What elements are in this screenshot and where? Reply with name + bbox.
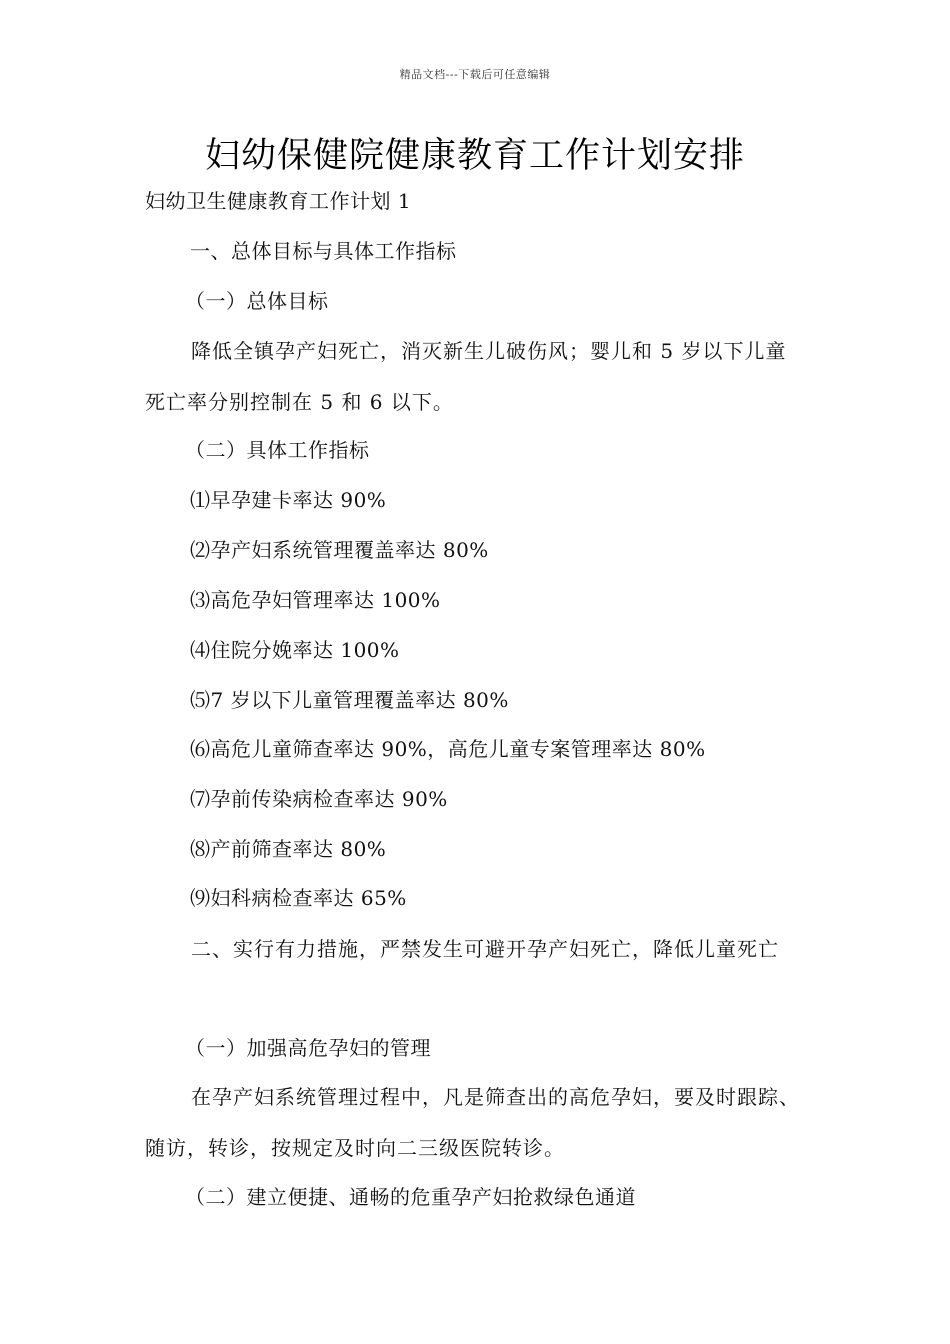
indicator-item: ⑵孕产妇系统管理覆盖率达 80% [190,538,489,562]
header-note: 精品文档---下载后可任意编辑 [399,68,551,81]
indicator-item: ⑴早孕建卡率达 90% [190,488,387,512]
section2-sub1-heading: （一）加强高危孕妇的管理 [185,1036,431,1060]
document-title: 妇幼保健院健康教育工作计划安排 [204,136,745,176]
indicator-item: ⑹高危儿童筛查率达 90%，高危儿童专案管理率达 80% [190,737,706,761]
indicator-item: ⑷住院分娩率达 100% [190,638,400,662]
section2-sub1-paragraph: 在孕产妇系统管理过程中，凡是筛查出的高危孕妇，要及时跟踪、随访，转诊，按规定及时向二三级医院转诊。 [145,1085,800,1160]
indicator-item: ⑶高危孕妇管理率达 100% [190,588,441,612]
indicator-item: ⑼妇科病检查率达 65% [190,886,407,910]
indicator-item: ⑸7 岁以下儿童管理覆盖率达 80% [190,688,509,712]
section1-sub1-heading: （一）总体目标 [185,289,329,313]
section1-sub1-paragraph: 降低全镇孕产妇死亡，消灭新生儿破伤风；婴儿和 5 岁以下儿童死亡率分别控制在 5 和 6 以下。 [145,339,787,414]
section2-sub2-heading: （二）建立便捷、通畅的危重孕产妇抢救绿色通道 [185,1185,636,1209]
section1-sub2-heading: （二）具体工作指标 [185,438,370,462]
indicator-item: ⑺孕前传染病检查率达 90% [190,787,448,811]
indicator-item: ⑻产前筛查率达 80% [190,837,387,861]
section2-heading: 二、实行有力措施，严禁发生可避开孕产妇死亡，降低儿童死亡 [191,937,779,961]
section1-heading: 一、总体目标与具体工作指标 [190,239,457,263]
document-subtitle: 妇幼卫生健康教育工作计划 1 [145,189,412,213]
